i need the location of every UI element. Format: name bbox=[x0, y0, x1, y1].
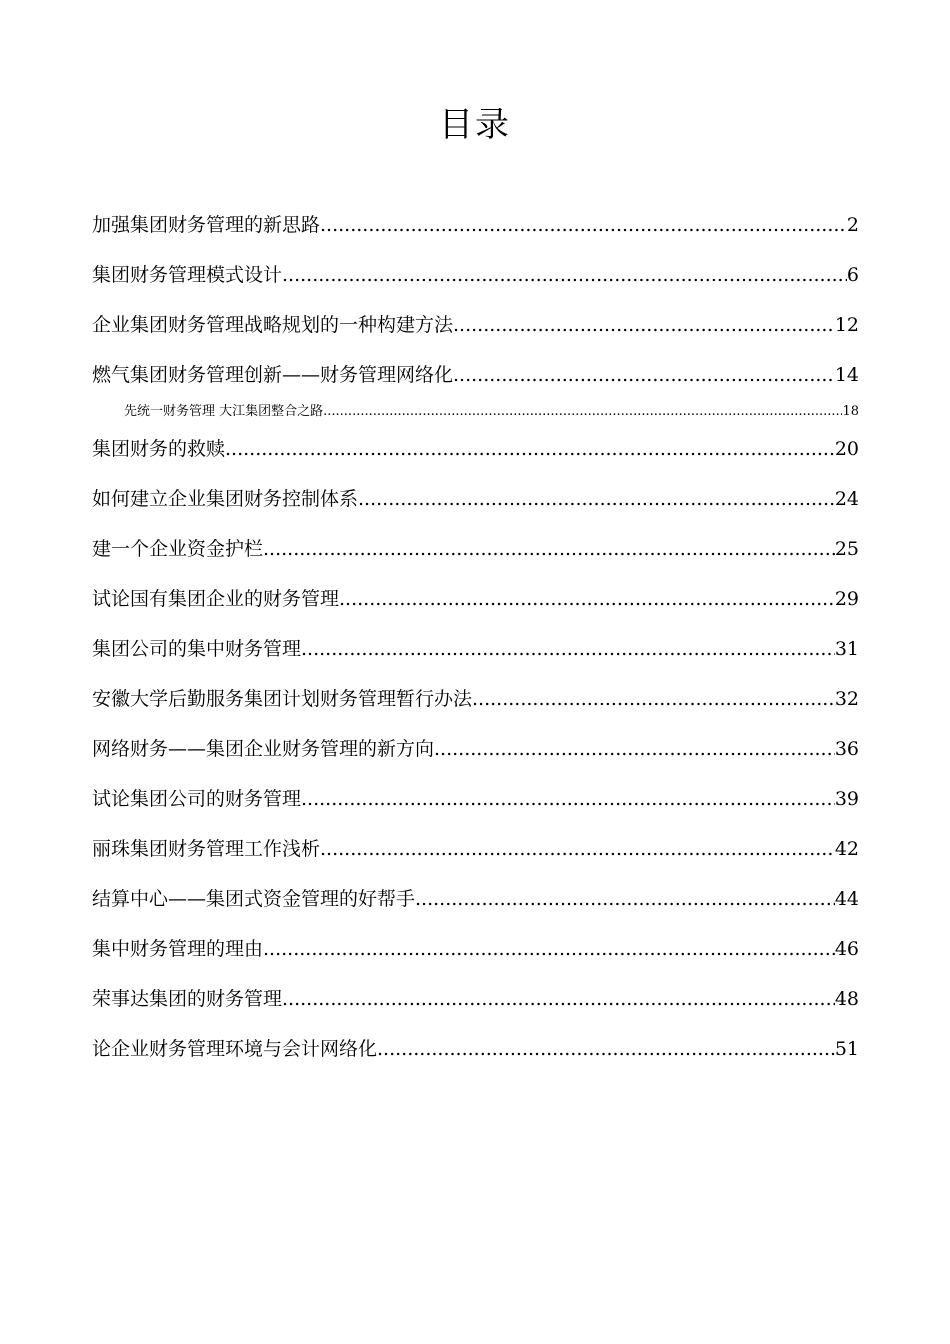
toc-entry[interactable] bbox=[92, 674, 859, 724]
toc-dot-leader bbox=[301, 774, 835, 824]
toc-entry-title: 集团公司的集中财务管理 bbox=[92, 638, 302, 660]
toc-entry-title: 试论国有集团企业的财务管理 bbox=[92, 588, 340, 610]
toc-entry[interactable] bbox=[92, 924, 859, 974]
toc-page-number: 24 bbox=[834, 488, 859, 510]
toc-entry-title: 试论集团公司的财务管理 bbox=[92, 788, 302, 810]
page-title: 目录 bbox=[439, 105, 511, 145]
toc-entry-title: 先统一财务管理 大江集团整合之路 bbox=[124, 404, 324, 419]
toc-dot-leader bbox=[282, 250, 847, 300]
toc-page-number: 36 bbox=[834, 738, 859, 760]
toc-page-number: 18 bbox=[842, 404, 859, 419]
toc-entry[interactable] bbox=[92, 400, 859, 424]
toc-entry-title: 网络财务——集团企业财务管理的新方向 bbox=[92, 738, 435, 760]
toc-entry[interactable] bbox=[92, 624, 859, 674]
toc-entry[interactable] bbox=[92, 250, 859, 300]
toc-page-number: 39 bbox=[834, 788, 859, 810]
toc-entry[interactable] bbox=[92, 200, 859, 250]
toc-entry-title: 企业集团财务管理战略规划的一种构建方法 bbox=[92, 314, 454, 336]
toc-entry-title: 建一个企业资金护栏 bbox=[92, 538, 264, 560]
toc-entry[interactable] bbox=[92, 300, 859, 350]
toc-entry[interactable] bbox=[92, 724, 859, 774]
toc-dot-leader bbox=[339, 574, 835, 624]
toc-page-number: 42 bbox=[834, 838, 859, 860]
toc-dot-leader bbox=[453, 350, 835, 400]
toc-entry-title: 集团财务管理模式设计 bbox=[92, 264, 283, 286]
toc-page-number: 31 bbox=[834, 638, 859, 660]
toc-dot-leader bbox=[263, 924, 835, 974]
toc-dot-leader bbox=[415, 874, 835, 924]
toc-entry-title: 集中财务管理的理由 bbox=[92, 938, 264, 960]
toc-entry[interactable] bbox=[92, 524, 859, 574]
toc-page-number: 48 bbox=[834, 988, 859, 1010]
toc-page-number: 46 bbox=[834, 938, 859, 960]
toc-page-number: 51 bbox=[834, 1038, 859, 1060]
toc-dot-leader bbox=[301, 624, 835, 674]
toc-dot-leader bbox=[472, 674, 835, 724]
toc-entry[interactable] bbox=[92, 574, 859, 624]
toc-entry-title: 如何建立企业集团财务控制体系 bbox=[92, 488, 359, 510]
toc-entry[interactable] bbox=[92, 874, 859, 924]
toc-dot-leader bbox=[320, 200, 847, 250]
toc-page-number: 2 bbox=[846, 214, 859, 236]
toc-page-number: 6 bbox=[846, 264, 859, 286]
toc-page-number: 20 bbox=[834, 438, 859, 460]
toc-entry[interactable] bbox=[92, 974, 859, 1024]
toc-entry-title: 结算中心——集团式资金管理的好帮手 bbox=[92, 888, 416, 910]
toc-dot-leader bbox=[358, 474, 835, 524]
toc-entry-title: 燃气集团财务管理创新——财务管理网络化 bbox=[92, 364, 454, 386]
toc-entry[interactable] bbox=[92, 424, 859, 474]
toc-page-number: 12 bbox=[834, 314, 859, 336]
toc-entry-title: 安徽大学后勤服务集团计划财务管理暂行办法 bbox=[92, 688, 473, 710]
toc-entry-title: 丽珠集团财务管理工作浅析 bbox=[92, 838, 321, 860]
table-of-contents bbox=[92, 200, 859, 1074]
toc-page-number: 25 bbox=[834, 538, 859, 560]
toc-dot-leader bbox=[320, 824, 835, 874]
toc-dot-leader bbox=[263, 524, 835, 574]
toc-dot-leader bbox=[453, 300, 835, 350]
toc-dot-leader bbox=[323, 400, 842, 424]
toc-entry-title: 论企业财务管理环境与会计网络化 bbox=[92, 1038, 378, 1060]
toc-entry-title: 加强集团财务管理的新思路 bbox=[92, 214, 321, 236]
toc-page-number: 14 bbox=[834, 364, 859, 386]
toc-entry[interactable] bbox=[92, 1024, 859, 1074]
toc-dot-leader bbox=[434, 724, 835, 774]
toc-entry[interactable] bbox=[92, 824, 859, 874]
toc-dot-leader bbox=[225, 424, 835, 474]
toc-entry-title: 荣事达集团的财务管理 bbox=[92, 988, 283, 1010]
toc-page-number: 32 bbox=[834, 688, 859, 710]
toc-page-number: 29 bbox=[834, 588, 859, 610]
toc-entry[interactable] bbox=[92, 350, 859, 400]
toc-dot-leader bbox=[282, 974, 835, 1024]
toc-entry[interactable] bbox=[92, 774, 859, 824]
toc-page-number: 44 bbox=[834, 888, 859, 910]
toc-entry-title: 集团财务的救赎 bbox=[92, 438, 226, 460]
toc-dot-leader bbox=[377, 1024, 835, 1074]
toc-entry[interactable] bbox=[92, 474, 859, 524]
